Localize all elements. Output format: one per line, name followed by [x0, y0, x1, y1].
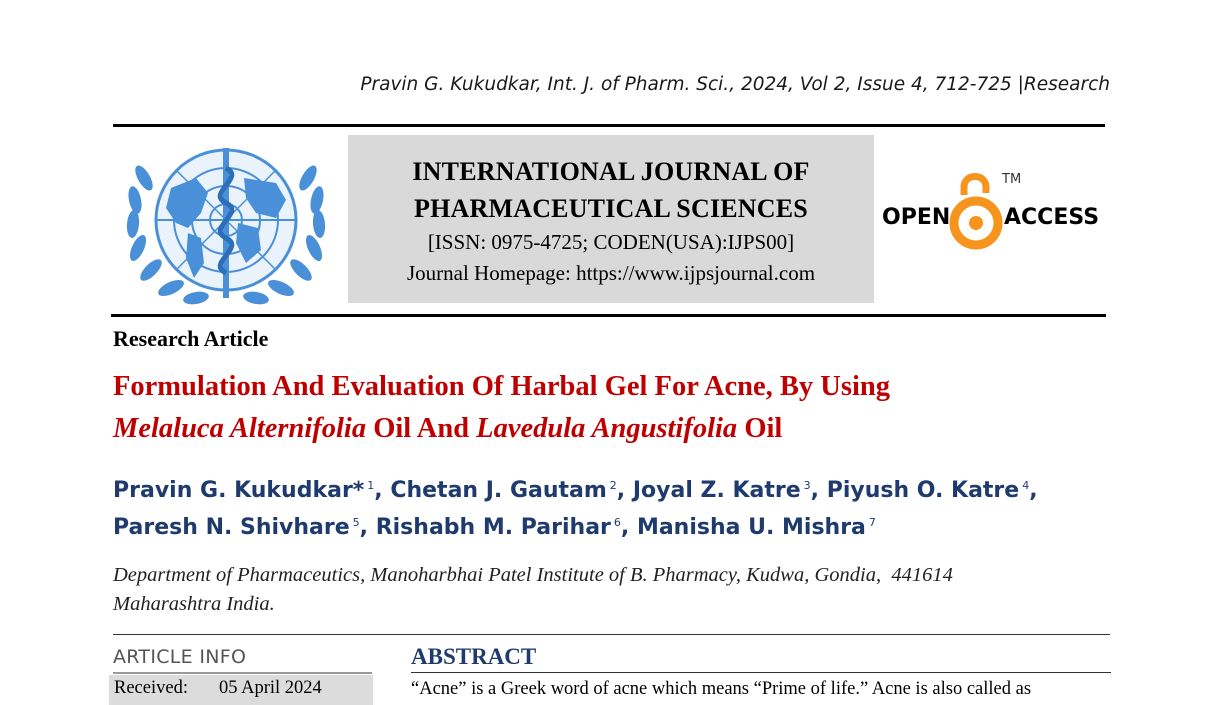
journal-homepage: Journal Homepage: https://www.ijpsjournal.com — [406, 261, 816, 285]
author[interactable]: Rishabh M. Parihar — [375, 515, 611, 540]
title-species1: Melaluca Alternifolia — [113, 413, 367, 444]
author[interactable]: Chetan J. Gautam — [390, 478, 607, 503]
article-type-label: Research Article — [113, 326, 269, 351]
article-info-heading: ARTICLE INFO — [113, 646, 247, 668]
author-affil-num: 1 — [367, 479, 375, 492]
author[interactable]: Manisha U. Mishra — [636, 515, 866, 540]
article-info-rule — [113, 672, 372, 674]
author-affil-num: 4 — [1022, 479, 1030, 492]
title-part1: Formulation And Evaluation Of Harbal Gel For Acne, By Using — [113, 371, 890, 402]
trademark-mark: TM — [1002, 172, 1022, 187]
running-header-citation: Pravin G. Kukudkar, Int. J. of Pharm. Sci., 2024, Vol 2, Issue 4, 712-725 |Research — [360, 74, 1110, 95]
journal-masthead-box — [348, 135, 874, 303]
abstract-rule — [411, 672, 1111, 673]
affiliation — [113, 561, 1113, 619]
author-list: Pravin G. Kukudkar* $^1$, Chetan J. Gautam $^2$, Joyal Z. Katre $^3$, Piyush O. Katre $^4$, Paresh N. Shivhare $^5$, Rishabh M. Parihar $^6$, Manisha U. Mishra $^7$ — [113, 478, 1038, 540]
journal-name-line2: PHARMACEUTICAL SCIENCES — [414, 194, 808, 223]
author[interactable]: Joyal Z. Katre — [632, 478, 801, 503]
author[interactable]: Paresh N. Shivhare — [113, 515, 350, 540]
article-title — [113, 366, 1073, 450]
abstract-text: “Acne” is a Greek word of acne which means “Prime of life.” Acne is also called as — [411, 679, 1032, 699]
header-rule-bottom — [111, 314, 1106, 317]
open-access-right-word: ACCESS — [1004, 205, 1100, 230]
open-lock-icon — [954, 177, 998, 246]
author[interactable]: Piyush O. Katre — [826, 478, 1020, 503]
header-rule-top — [113, 124, 1105, 127]
journal-name-line1: INTERNATIONAL JOURNAL OF — [412, 157, 810, 186]
title-species2: Lavedula Angustifolia — [476, 413, 738, 444]
received-label: Received: — [114, 678, 188, 698]
journal-issn: [ISSN: 0975-4725; CODEN(USA):IJPS00] — [427, 230, 795, 254]
abstract-heading: ABSTRACT — [411, 644, 537, 669]
received-date: 05 April 2024 — [219, 678, 322, 698]
author-affil-num: 3 — [803, 479, 811, 492]
section-divider — [113, 634, 1110, 635]
author-affil-num: 6 — [613, 516, 621, 529]
who-emblem-logo — [126, 138, 326, 306]
open-access-left-word: OPEN — [882, 205, 951, 230]
author-affil-num: 7 — [868, 516, 876, 529]
title-oil: Oil — [737, 413, 783, 444]
received-row — [109, 675, 373, 705]
author-affil-num: 5 — [352, 516, 360, 529]
open-access-logo — [880, 165, 1110, 255]
journal-name — [348, 153, 874, 227]
title-oil-and: Oil And — [366, 413, 477, 444]
affiliation-line1: Department of Pharmaceutics, Manoharbhai Patel Institute of B. Pharmacy, Kudwa, Gondia, 441614 — [113, 564, 953, 586]
author[interactable]: Pravin G. Kukudkar* — [113, 478, 365, 503]
affiliation-line2: Maharashtra India. — [113, 593, 275, 615]
author-affil-num: 2 — [609, 479, 617, 492]
